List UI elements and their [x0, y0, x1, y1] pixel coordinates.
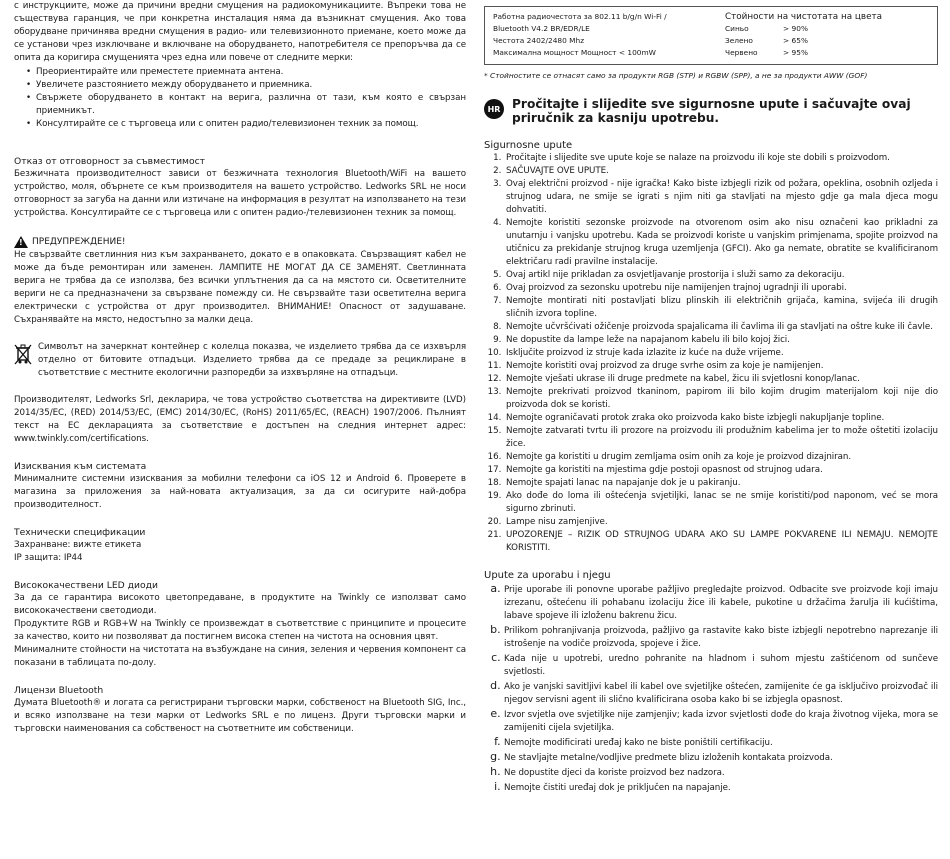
crossed-bin-icon — [14, 343, 32, 365]
color-purity — [725, 11, 929, 59]
list-item: 9. Ne dopustite da lampe leže na napajanom kabelu ili bilo kojoj žici. — [504, 334, 938, 347]
led-paragraph: Минималните стойности на чистотата на възбуждане на синия, зеления и червения компонент са показани в таблицата по-долу. — [14, 645, 466, 668]
list-item: 8. Nemojte učvršćivati ožičenje proizvoda spajalicama ili čavlima ili ga stavljati na oštre kuke ili čavle. — [504, 321, 938, 334]
spec-line: Максимална мощност Мощност < 100mW — [493, 48, 656, 57]
purity-footnote: * Стойностите се отнасят само за продукти RGB (STP) и RGBW (SPP), а не за продукти AWW (GOF) — [484, 71, 868, 80]
list-item: 21. UPOZORENJE – RIZIK OD STRUJNOG UDARA AKO SU LAMPE POKVARENE ILI NEMAJU. NEMOJTE KORISTITI. — [504, 529, 938, 555]
tech-line: Захранване: вижте етикета — [14, 540, 142, 550]
spec-line: Работна радиочестота за 802.11 b/g/n Wi-Fi / — [493, 12, 667, 21]
declaration-text: Производителят, Ledworks Srl, декларира, че това устройство съответства на директивите (LVD) 2014/35/EC, (RED) 2014/53/EC, (EMC) 2014/30/EC, (RoHS) 2011/65/EC, (REACH) 1907/2006. Пълният текст на ЕС декларацията за съответствие е достъпен на следния интернет адрес: www.twinkly.com/certifications. — [14, 395, 466, 444]
list-item: c. Kada nije u upotrebi, uredno pohranite na hladnom i suhom mjestu zaštićenom od sunčeve svjetlosti. — [504, 651, 938, 679]
list-item: 2. SAČUVAJTE OVE UPUTE. — [504, 165, 938, 178]
usage-list — [484, 582, 938, 795]
measure-item: • Преориентирайте или преместете приемната антена. — [26, 66, 466, 79]
measure-item: • Консултирайте се с търговеца или с опитен радио/телевизионен техник за помощ. — [26, 118, 466, 131]
list-item: 10. Isključite proizvod iz struje kada izlazite iz kuće na duže vrijeme. — [504, 347, 938, 360]
purity-color: Зелено — [725, 36, 753, 45]
purity-color: Синьо — [725, 24, 749, 33]
tech-section — [14, 526, 466, 565]
safety-list — [484, 152, 938, 555]
purity-color: Червено — [725, 48, 758, 57]
warning-title: ПРЕДУПРЕЖДЕНИЕ! — [32, 237, 126, 247]
list-item: 7. Nemojte montirati niti postavljati blizu plinskih ili električnih grijača, kamina, svijeća ili drugih sličnih izvora topline. — [504, 295, 938, 321]
list-item: 15. Nemojte zatvarati tvrtu ili prozore na proizvodu ili produžnim kabelima jer to može oštetiti izolaciju žice. — [504, 425, 938, 451]
list-item: 14. Nemojte ograničavati protok zraka oko proizvoda kako biste izbjegli nakupljanje topline. — [504, 412, 938, 425]
purity-value: > 65% — [783, 36, 808, 45]
purity-row — [725, 35, 929, 47]
bluetooth-title: Лицензи Bluetooth — [14, 685, 104, 696]
list-item: 1. Pročitajte i slijedite sve upute koje se nalaze na proizvodu ili koje ste dobili s proizvodom. — [504, 152, 938, 165]
list-item: e. Izvor svjetla ove svjetiljke nije zamjenjiv; kada izvor svjetlosti dođe do kraja životnog vijeka, mora se zamijeniti cijela svjetiljka. — [504, 707, 938, 735]
list-item: d. Ako je vanjski savitljivi kabel ili kabel ove svjetiljke oštećen, zamijenite će ga isključivo proizvođač ili njegov servisni agent ili slično kvalificirana osoba kako bi se izbjegla opasnost. — [504, 679, 938, 707]
list-item: 13. Nemojte prekrivati proizvod tkaninom, papirom ili bilo kojim drugim materijalom koji nije dio proizvoda dok se koristi. — [504, 386, 938, 412]
sysreq-text: Минималните системни изисквания за мобилни телефони са iOS 12 и Android 6. Проверете в магазина за приложения за най-новата актуализация, за да си осигурите най-добра производителност. — [14, 474, 466, 510]
list-item: 17. Nemojte ga koristiti na mjestima gdje postoji opasnost od strujnog udara. — [504, 464, 938, 477]
compat-text: Безжичната производителност зависи от безжичната технология Bluetooth/WiFi на вашето устройство, моля, обърнете се към производителя на вашето устройство. Ledworks SRL не носи отговорност за загуба на данни или изтичане на информация в резултат на използването на тези устройства. Консултирайте се с търговеца или с опитен радио-/телевизионен техник за помощ. — [14, 169, 466, 218]
language-badge: HR — [484, 99, 504, 119]
spec-table — [484, 6, 938, 65]
warning-section — [14, 236, 466, 327]
list-item: i. Nemojte čistiti uređaj dok je priključen na napajanje. — [504, 780, 938, 795]
bluetooth-section — [14, 684, 466, 736]
list-item: 16. Nemojte ga koristiti u drugim zemljama osim onih za koje je proizvod dizajniran. — [504, 451, 938, 464]
measure-item: • Увеличете разстоянието между оборудването и приемника. — [26, 79, 466, 92]
measure-item: • Свържете оборудването в контакт на верига, различна от тази, към която е свързан приемникът. — [26, 92, 466, 118]
right-column — [484, 0, 938, 795]
list-item: f. Nemojte modificirati uređaj kako ne biste poništili certifikaciju. — [504, 735, 938, 750]
compat-section — [14, 155, 466, 220]
spec-line: Bluetooth V4.2 BR/EDR/LE — [493, 24, 590, 33]
left-column — [14, 0, 466, 736]
list-item: 4. Nemojte koristiti sezonske proizvode na otvorenom osim ako nisu označeni kao prikladni za unutarnju i vanjsku upotrebu. Kada se proizvodi koriste u vanjskim primjenama, spojite proizvod na utičnicu za prekidanje strujnog kruga uzemljenja (GFCI). Ako ga nemate, obratite se kvalificiranom električaru radi pravilne instalacije. — [504, 217, 938, 269]
purity-title: Стойности на чистотата на цвета — [725, 12, 883, 22]
list-item: 6. Ovaj proizvod za sezonsku upotrebu nije namijenjen trajnoj ugradnji ili uporabi. — [504, 282, 938, 295]
list-item: 3. Ovaj električni proizvod - nije igračka! Kako biste izbjegli rizik od požara, opeklina, osobnih ozljeda i strujnog udara, ne smije se igrati s njim niti ga stavljati na mjesto gdje ga mala djeca mogu dohvatiti. — [504, 178, 938, 217]
sysreq-section — [14, 460, 466, 512]
list-item: 11. Nemojte koristiti ovaj proizvod za druge svrhe osim za koje je namijenjen. — [504, 360, 938, 373]
interference-measures — [14, 66, 466, 131]
radio-specs — [493, 11, 725, 59]
led-paragraph: За да се гарантира високото цветопредаване, в продуктите на Twinkly се използват само висококачествени светодиоди. — [14, 593, 466, 616]
usage-title: Upute za uporabu i njegu — [484, 570, 611, 581]
list-item: 5. Ovaj artikl nije prikladan za osvjetljavanje prostorija i služi samo za dekoraciju. — [504, 269, 938, 282]
bluetooth-text: Думата Bluetooth® и логата са регистрирани търговски марки, собственост на Bluetooth SIG, Inc., и всяко използване на тези марки от Ledworks SRL е по лиценз. Други търговски марки и търговски наименования са собственост на съответните им собственици. — [14, 698, 466, 734]
warning-text: Не свързвайте светлинния низ към захранването, докато е в опаковката. Свързващият кабел не може да бъде ремонтиран или заменен. ЛАМПИТЕ НЕ МОГАТ ДА СЕ ЗАМЕНЯТ. Светлинната верига не трябва да се използва, без всички уплътнения да са на мястото си. Осветителните вериги не са предназначени за свързване помежду си. Не свързвайте тази осветителна верига електрически с устройства от друг производител. ВНИМАНИЕ! Опасност от задушаване. Съхранявайте на място, недостъпно за малки деца. — [14, 250, 466, 325]
tech-title: Технически спецификации — [14, 527, 146, 538]
spec-line: Честота 2402/2480 Mhz — [493, 36, 585, 45]
list-item: b. Prilikom pohranjivanja proizvoda, pažljivo ga rastavite kako biste izbjegli nepotrebno naprezanje ili istrošenje na vodiče proizvoda, spojeve i žice. — [504, 623, 938, 651]
led-title: Висококачествени LED диоди — [14, 580, 158, 591]
list-item: 18. Nemojte spajati lanac na napajanje dok je u pakiranju. — [504, 477, 938, 490]
led-paragraph: Продуктите RGB и RGB+W на Twinkly се произвеждат в съответствие с принципите и процесите за качество, които ни позволяват да постигнем висока степен на чистота на основния цвят. — [14, 619, 466, 642]
list-item: h. Ne dopustite djeci da koriste proizvod bez nadzora. — [504, 765, 938, 780]
purity-value: > 95% — [783, 48, 808, 57]
list-item: 20. Lampe nisu zamjenjive. — [504, 516, 938, 529]
sysreq-title: Изисквания към системата — [14, 461, 147, 472]
recycling-section — [14, 341, 466, 380]
hr-title: Pročitajte i slijedite sve sigurnosne upute i sačuvajte ovaj priručnik za kasniju upotrebu. — [512, 97, 911, 125]
purity-row — [725, 47, 929, 59]
tech-line: IP защита: IP44 — [14, 553, 83, 563]
list-item: a. Prije uporabe ili ponovne uporabe pažljivo pregledajte proizvod. Odbacite sve proizvode koji imaju izrezanu, oštećenu ili pohabanu izolaciju žice ili kabele, pukotine u držačima žarulja ili kućištima, labave spojeve ili izloženu bakrenu žicu. — [504, 582, 938, 623]
list-item: 12. Nemojte vješati ukrase ili druge predmete na kabel, žicu ili svjetlosni konop/lanac. — [504, 373, 938, 386]
declaration-section — [14, 394, 466, 446]
led-section — [14, 579, 466, 670]
recycling-text: Символът на зачеркнат контейнер с колелца показва, че изделието трябва да се изхвърля отделно от битовите отпадъци. Изделието трябва да се предаде за рециклиране в съответствие с местните екологични разпоредби за изхвърляне на отпадъци. — [38, 342, 466, 378]
compat-title: Отказ от отговорност за съвместимост — [14, 156, 206, 167]
interference-paragraph: с инструкциите, може да причини вредни смущения на радиокомуникациите. Въпреки това не съществува гаранция, че при конкретна инсталация няма да възникнат смущения. Ако това оборудване причинява вредни смущения в радио- или телевизионното приемане, което може да се установи чрез изключване и включване на оборудването, напотребителя се препоръчва да се опита да коригира смущенията чрез една или повече от следните мерки: — [14, 1, 466, 63]
purity-row — [725, 23, 929, 35]
safety-title: Sigurnosne upute — [484, 140, 573, 151]
warning-icon — [14, 236, 28, 248]
list-item: g. Ne stavljajte metalne/vodljive predmete blizu izloženih kontakata proizvoda. — [504, 750, 938, 765]
purity-value: > 90% — [783, 24, 808, 33]
list-item: 19. Ako dođe do loma ili oštećenja svjetiljki, lanac se ne smije koristiti/pod naponom, već se mora sigurno zbrinuti. — [504, 490, 938, 516]
hr-heading — [484, 97, 938, 125]
